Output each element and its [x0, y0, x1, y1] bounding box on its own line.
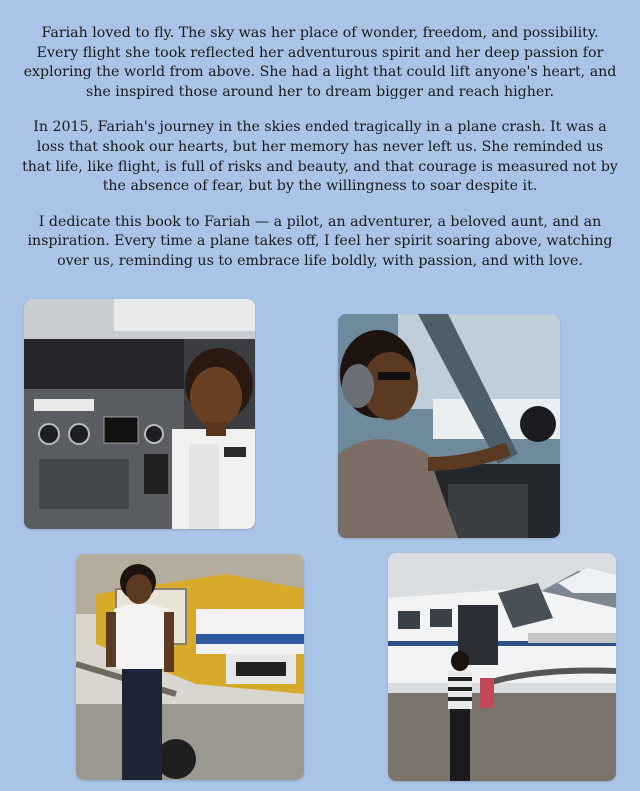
photo-cockpit-smiling	[24, 299, 255, 529]
photo-white-plane-mountains	[388, 553, 616, 781]
photo-pilot-flying	[338, 314, 560, 538]
paragraph-memorial: In 2015, Fariah's journey in the skies ended tragically in a plane crash. It was a loss that shook our hearts, but her memory has never left us. She reminded us that life, like flight, is full of risks and beauty, and that courage is measured not by the absence of fear, but by the willingness to soar despite it.	[22, 119, 618, 195]
photo-yellow-plane	[76, 554, 304, 780]
paragraph-dedication: I dedicate this book to Fariah — a pilot, an adventurer, a beloved aunt, and an inspiration. Every time a plane takes off, I feel her spirit soaring above, watching over us, reminding us to embrace life boldly, with passion, and with love.	[27, 213, 613, 269]
paragraph-intro: Fariah loved to fly. The sky was her place of wonder, freedom, and possibility. Every flight she took reflected her adventurous spirit and her deep passion for exploring the world from above. She had a light that could lift anyone's heart, and she inspired those around her to dream bigger and reach higher.	[23, 25, 617, 100]
dedication-text	[0, 24, 640, 288]
